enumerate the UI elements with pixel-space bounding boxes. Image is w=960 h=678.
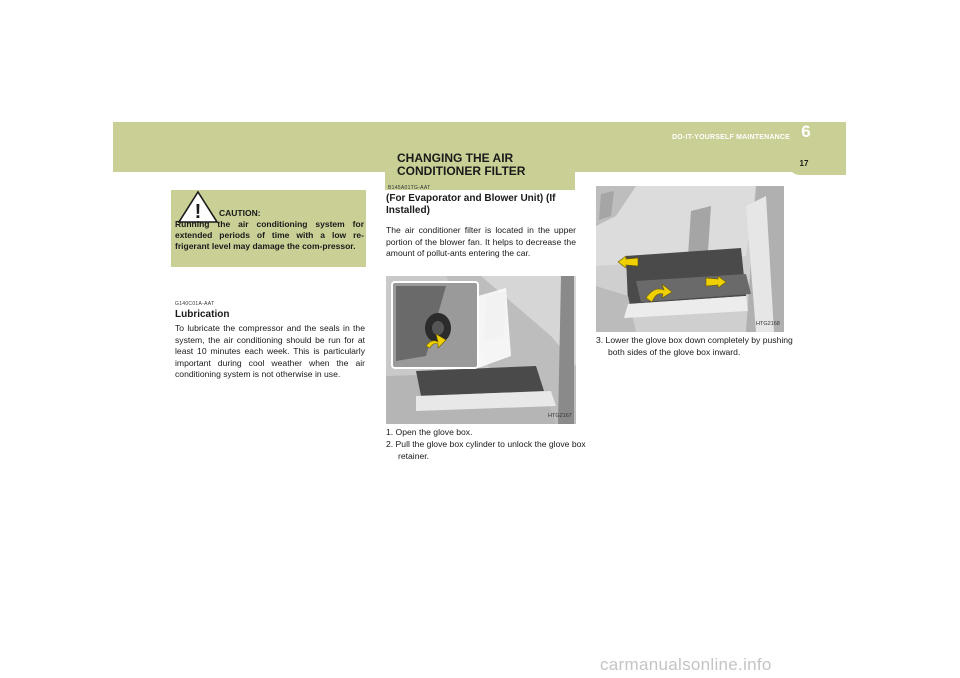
glove-box-illustration [386,276,576,424]
step-2: 2. Pull the glove box cylinder to unlock the glove box retainer. [386,439,586,461]
chapter-title: DO-IT-YOURSELF MAINTENANCE [672,134,790,141]
section-title: CHANGING THE AIR CONDITIONER FILTER [397,151,526,178]
page-number: 17 [799,159,809,168]
warning-symbol: ! [194,201,202,223]
lubrication-text: To lubricate the compressor and the seals in the system, the air conditioning should be run for at least 10 minutes each week. This is particularly important during cool weather when the air conditioning system is not otherwise in use. [175,323,365,380]
figure-1-label: HTG2167 [548,413,572,419]
caution-text: Running the air conditioning system for extended periods of time with a low re-frigerant level may damage the com-pressor. [175,219,364,252]
filter-code: B145A01TG-AAT [388,185,431,191]
step-1: 1. Open the glove box. [386,427,473,437]
glove-box-photo-2 [596,186,784,332]
lubrication-heading: Lubrication [175,309,230,320]
glove-box-lowered-illustration [596,186,784,332]
caution-title: CAUTION: [219,208,261,218]
glove-box-photo-1 [386,276,576,424]
filter-heading: (For Evaporator and Blower Unit) (If Installed) [386,193,556,216]
figure-2-label: HTG2168 [756,321,780,327]
chapter-number: 6 [801,122,811,141]
filter-text: The air conditioner filter is located in the upper portion of the blower fan. It helps to decrease the amount of pollut-ants entering the car. [386,225,576,259]
step-3: 3. Lower the glove box down completely by pushing both sides of the glove box inward. [596,335,793,357]
lubrication-code: G140C01A-AAT [175,301,215,307]
watermark: carmanualsonline.info [600,655,772,674]
